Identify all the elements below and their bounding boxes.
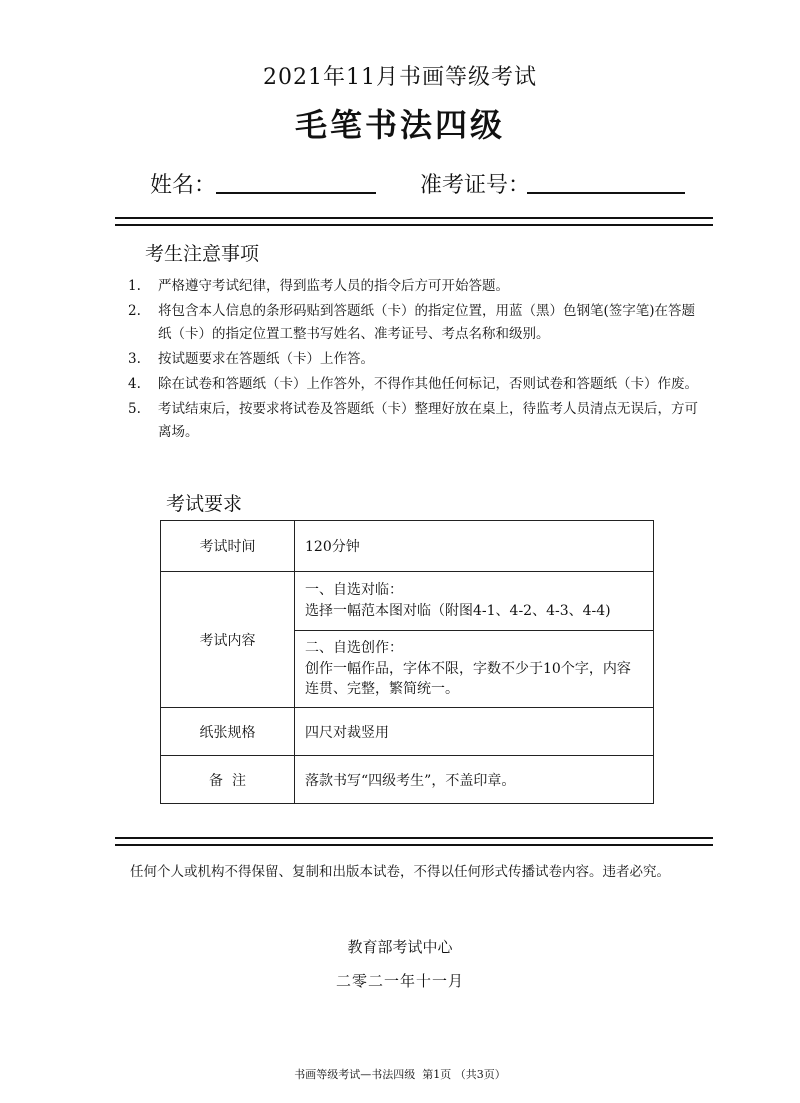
name-label: 姓名： xyxy=(150,173,217,198)
notices-heading: 考生注意事项 xyxy=(145,243,260,265)
paper-label: 纸张规格 xyxy=(161,708,295,756)
content-item-1 xyxy=(295,572,654,631)
time-value: 120分钟 xyxy=(295,521,654,572)
table-row xyxy=(161,756,654,804)
page-footer: 书画等级考试—书法四级 第1页 （共3页） xyxy=(294,1068,506,1081)
content-item-2 xyxy=(295,631,654,708)
paper-value: 四尺对裁竖用 xyxy=(295,708,654,756)
level-title: 毛笔书法四级 xyxy=(294,106,505,144)
table-row xyxy=(161,708,654,756)
notice-item xyxy=(128,348,708,371)
bottom-double-rule xyxy=(115,837,713,846)
notice-text: 按试题要求在答题纸（卡）上作答。 xyxy=(158,351,374,367)
note-value: 落款书写“四级考生”，不盖印章。 xyxy=(295,756,654,804)
issue-date: 二零二一年十一月 xyxy=(335,972,464,990)
content-1-body: 选择一幅范本图对临（附图4-1、4-2、4-3、4-4) xyxy=(305,603,611,619)
notice-item xyxy=(128,300,708,346)
exam-id-blank-line xyxy=(527,170,685,194)
notice-number: 4. xyxy=(128,376,141,392)
notice-number: 5. xyxy=(128,401,141,417)
notice-number: 1. xyxy=(128,278,141,294)
content-label: 考试内容 xyxy=(161,572,295,708)
requirements-heading: 考试要求 xyxy=(166,493,243,515)
requirements-table xyxy=(160,520,654,804)
exam-id-label: 准考证号： xyxy=(420,173,531,198)
notice-number: 2. xyxy=(128,303,141,319)
exam-title: 2021年11月书画等级考试 xyxy=(263,65,537,90)
table-row xyxy=(161,521,654,572)
top-double-rule xyxy=(115,217,713,226)
copyright-notice: 任何个人或机构不得保留、复制和出版本试卷，不得以任何形式传播试卷内容。违者必究。 xyxy=(130,864,670,880)
notice-item xyxy=(128,373,708,396)
notice-text: 除在试卷和答题纸（卡）上作答外，不得作其他任何标记，否则试卷和答题纸（卡）作废。 xyxy=(158,376,698,392)
time-label: 考试时间 xyxy=(161,521,295,572)
notice-number: 3. xyxy=(128,351,141,367)
table-row xyxy=(161,572,654,631)
content-2-body: 创作一幅作品，字体不限，字数不少于10个字，内容连贯、完整，繁简统一。 xyxy=(305,661,631,697)
content-2-title: 二、自选创作： xyxy=(305,640,403,656)
name-blank-line xyxy=(216,170,376,194)
notice-item xyxy=(128,398,708,444)
notice-text: 严格遵守考试纪律，得到监考人员的指令后方可开始答题。 xyxy=(158,278,509,294)
content-1-title: 一、自选对临： xyxy=(305,582,403,598)
notice-text: 将包含本人信息的条形码贴到答题纸（卡）的指定位置，用蓝（黑）色钢笔(签字笔)在答题纸（卡）的指定位置工整书写姓名、准考证号、考点名称和级别。 xyxy=(158,303,696,342)
issuer: 教育部考试中心 xyxy=(347,938,453,956)
notice-text: 考试结束后，按要求将试卷及答题纸（卡）整理好放在桌上，待监考人员清点无误后，方可离场。 xyxy=(158,401,698,440)
notice-item xyxy=(128,275,708,298)
note-label: 备 注 xyxy=(161,756,295,804)
notices-list xyxy=(128,275,708,446)
